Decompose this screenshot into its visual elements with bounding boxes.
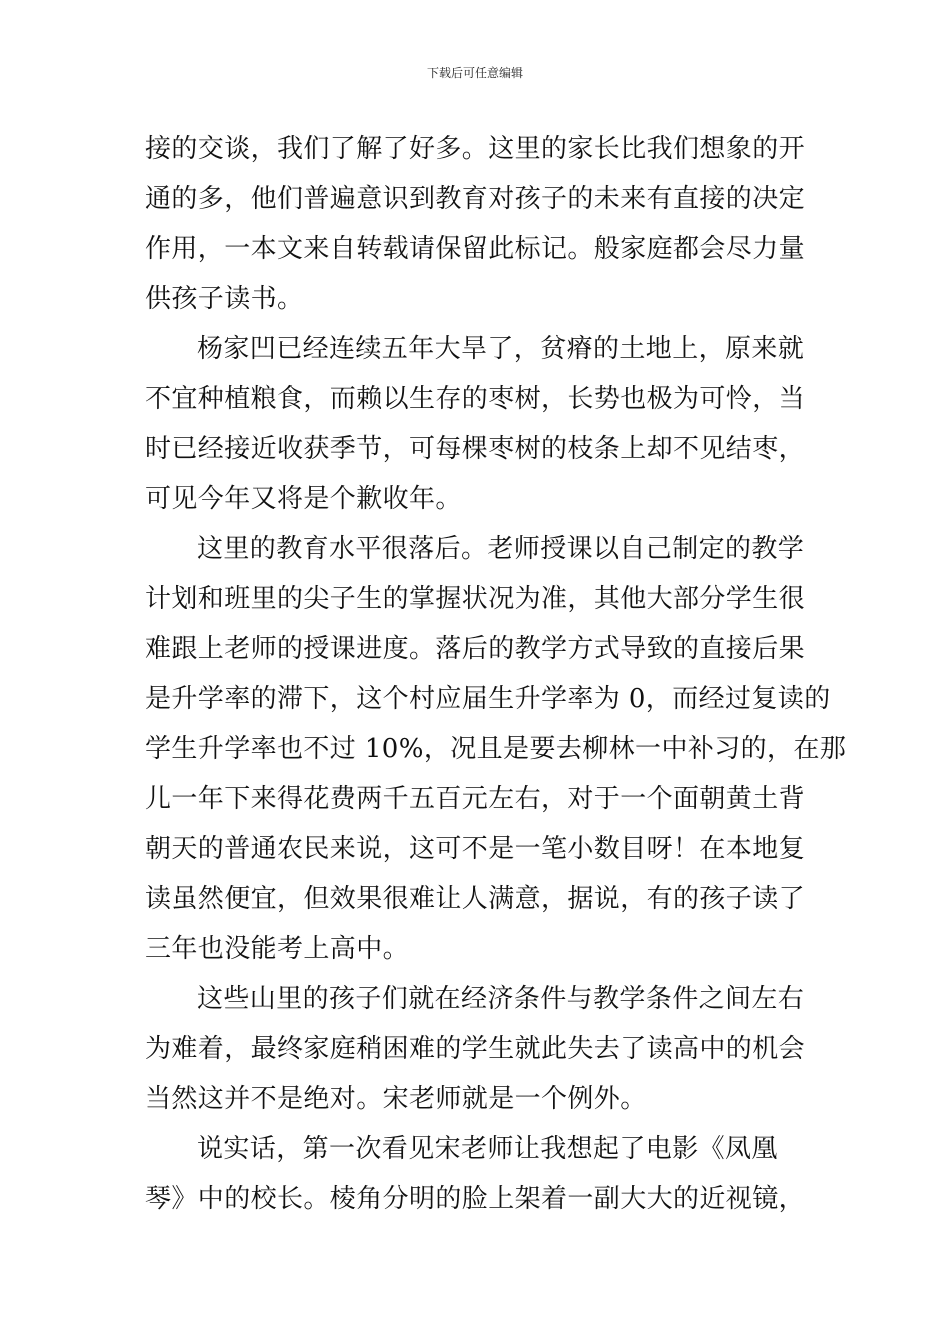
text-line: 作用，一本文来自转载请保留此标记。般家庭都会尽力量 xyxy=(145,234,806,264)
text-line: 学生升学率也不过 10%，况且是要去柳林一中补习的，在那 xyxy=(145,734,847,764)
text-line: 琴》中的校长。棱角分明的脸上架着一副大大的近视镜， xyxy=(145,1184,806,1214)
text-line: 供孩子读书。 xyxy=(145,284,304,314)
text-line: 儿一年下来得花费两千五百元左右，对于一个面朝黄土背 xyxy=(145,784,806,814)
text-line: 这里的教育水平很落后。老师授课以自己制定的教学 xyxy=(197,534,805,564)
text-line: 读虽然便宜，但效果很难让人满意，据说，有的孩子读了 xyxy=(145,884,806,914)
text-line: 当然这并不是绝对。宋老师就是一个例外。 xyxy=(145,1084,647,1114)
text-line: 通的多，他们普遍意识到教育对孩子的未来有直接的决定 xyxy=(145,184,806,214)
text-line: 三年也没能考上高中。 xyxy=(145,934,410,964)
text-line: 时已经接近收获季节，可每棵枣树的枝条上却不见结枣， xyxy=(145,434,806,464)
text-line: 是升学率的滞下，这个村应届生升学率为 0，而经过复读的 xyxy=(145,684,831,714)
text-line: 不宜种植粮食，而赖以生存的枣树，长势也极为可怜，当 xyxy=(145,384,806,414)
text-line: 难跟上老师的授课进度。落后的教学方式导致的直接后果 xyxy=(145,634,806,664)
page-header: 下载后可任意编辑 xyxy=(426,66,523,80)
text-line: 为难着，最终家庭稍困难的学生就此失去了读高中的机会 xyxy=(145,1034,806,1064)
text-line: 接的交谈，我们了解了好多。这里的家长比我们想象的开 xyxy=(145,134,806,164)
text-line: 杨家凹已经连续五年大旱了，贫瘠的土地上，原来就 xyxy=(197,334,805,364)
text-line: 计划和班里的尖子生的掌握状况为准，其他大部分学生很 xyxy=(145,584,806,614)
text-line: 可见今年又将是个歉收年。 xyxy=(145,484,462,514)
text-line: 这些山里的孩子们就在经济条件与教学条件之间左右 xyxy=(197,984,805,1014)
text-line: 朝天的普通农民来说，这可不是一笔小数目呀！在本地复 xyxy=(145,834,806,864)
text-line: 说实话，第一次看见宋老师让我想起了电影《凤凰 xyxy=(197,1134,778,1164)
document-body xyxy=(145,124,847,1224)
